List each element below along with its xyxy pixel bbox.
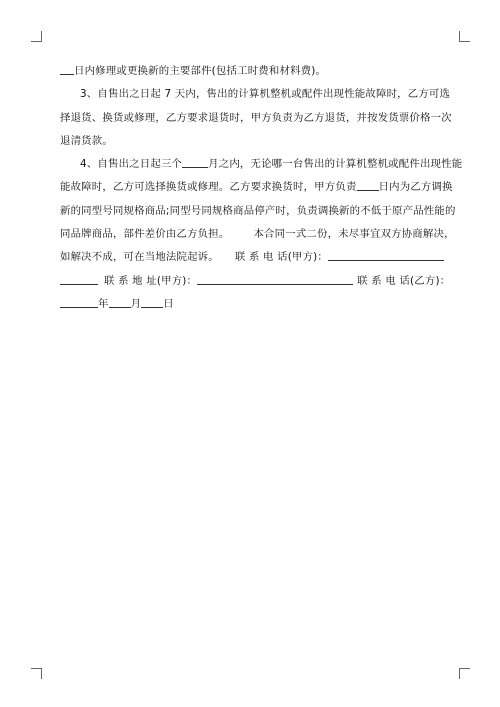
- clause-3-continued: 择退货、换货或修理，乙方要求退货时，甲方负责为乙方退货，并按发货票价格一次: [60, 111, 452, 124]
- crop-mark-top-right: [459, 31, 470, 42]
- date-day-label: 日: [163, 297, 174, 310]
- clause-4-same-model: 新的同型号同规格商品;同型号同规格商品停产时，负责调换新的不低于原产品性能的: [60, 204, 456, 217]
- text-line-9: [60, 246, 450, 269]
- fill-blank-months: [182, 156, 208, 168]
- fill-blank-days-repair: [60, 63, 74, 75]
- contract-copies-text: 本合同一式二份，未尽事宜双方协商解决，: [253, 228, 455, 241]
- clause-4-exchange: 日内为乙方调换: [378, 181, 453, 194]
- text-line-7: [60, 200, 456, 223]
- text-line-4: [60, 130, 450, 153]
- party-a-address-label: 联 系 地 址(甲方)：: [104, 274, 198, 287]
- text-line-10: [60, 270, 450, 293]
- party-a-address-blank: [197, 273, 353, 285]
- date-year-blank: [60, 296, 98, 308]
- text-line-8: [60, 223, 455, 246]
- clause-3-text: 3、自售出之日起 7 天内，售出的计算机整机或配件出现性能故障时，乙方可选: [80, 88, 451, 101]
- party-a-phone-label: 联 系 电 话(甲方)：: [234, 251, 329, 264]
- clause-4-text: 月之内，无论哪一台售出的计算机整机或配件出现性能: [208, 158, 463, 171]
- text-line-1: [60, 60, 450, 83]
- dispute-text: 如解决不成，可在当地法院起诉。: [60, 251, 219, 264]
- text-line-6: [60, 176, 453, 199]
- clause-3-end: 退清货款。: [60, 134, 113, 147]
- date-day-blank: [141, 296, 163, 308]
- date-year-label: 年: [98, 297, 109, 310]
- fill-blank-exchange-days: [357, 179, 379, 191]
- crop-mark-bottom-left: [31, 668, 42, 679]
- text-line-3: [60, 107, 450, 130]
- clause-4-continued: 能故障时，乙方可选择换货或修理。乙方要求换货时，甲方负责: [60, 181, 357, 194]
- date-month-blank: [109, 296, 131, 308]
- text-line-11: [60, 293, 450, 316]
- text-line-2: [60, 83, 450, 106]
- text-line-5: [60, 153, 463, 176]
- party-a-phone-blank: [328, 249, 444, 261]
- party-a-phone-blank-cont: [60, 273, 98, 285]
- clause-4-brand: 同品牌商品，部件差价由乙方负担。: [60, 228, 230, 241]
- crop-mark-top-left: [31, 31, 42, 42]
- date-month-label: 月: [130, 297, 142, 310]
- party-b-phone-label: 联 系 电 话(乙方)：: [357, 274, 451, 287]
- text-repair-clause: 日内修理或更换新的主要部件(包括工时费和材料费)。: [74, 65, 327, 77]
- clause-4-start: 4、自售出之日起三个: [80, 158, 183, 171]
- crop-mark-bottom-right: [459, 668, 470, 679]
- contract-body: [60, 60, 463, 316]
